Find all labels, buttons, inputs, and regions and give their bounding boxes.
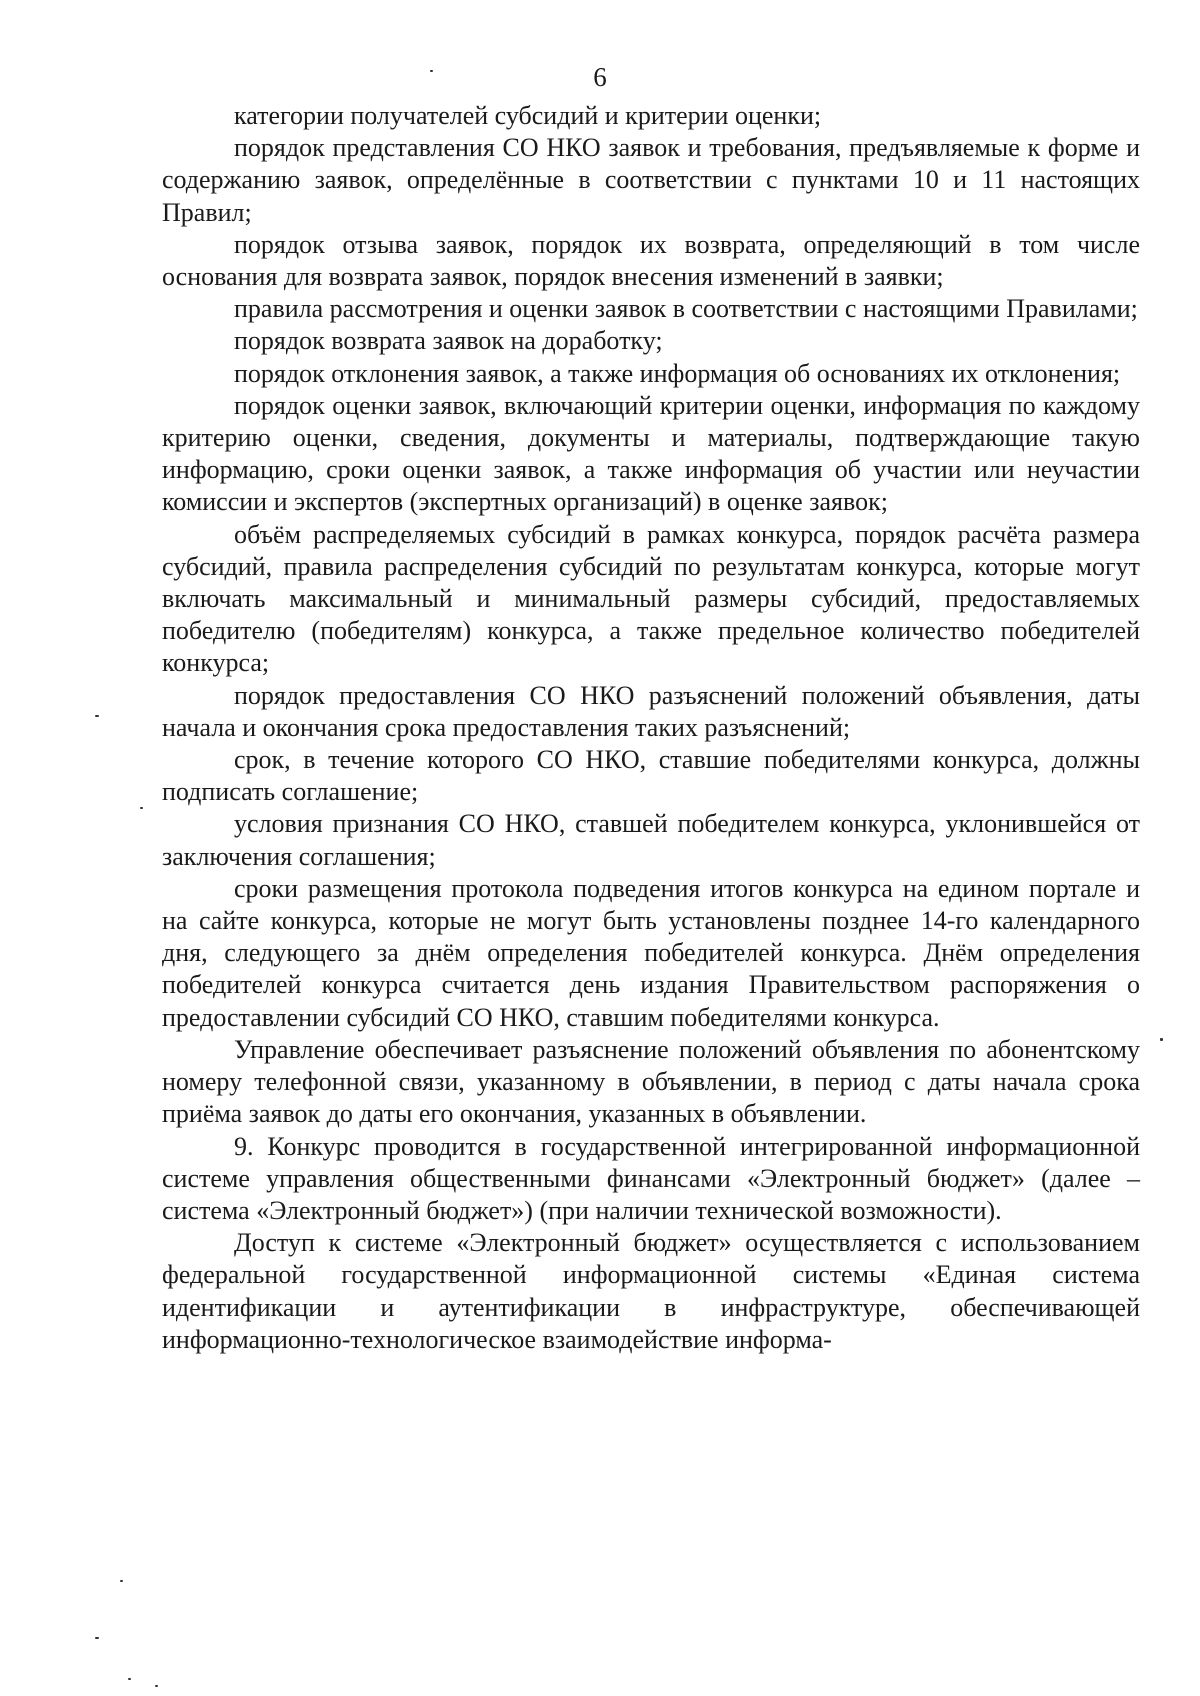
paragraph: условия признания СО НКО, ставшей победителем конкурса, уклонившейся от заключения соглашения;	[162, 809, 1140, 871]
document-body	[162, 100, 1140, 1356]
paragraph: 9. Конкурс проводится в государственной интегрированной информационной системе управления общественными финансами «Электронный бюджет» (далее – система «Электронный бюджет») (при наличии технической возможности).	[162, 1131, 1140, 1225]
scan-speck	[1160, 1038, 1163, 1041]
paragraph: срок, в течение которого СО НКО, ставшие победителями конкурса, должны подписать соглашение;	[162, 745, 1140, 807]
page-number: 6	[593, 62, 607, 92]
paragraph: порядок предоставления СО НКО разъяснений положений объявления, даты начала и окончания срока предоставления таких разъяснений;	[162, 680, 1140, 742]
paragraph: Управление обеспечивает разъяснение положений объявления по абонентскому номеру телефонной связи, указанному в объявлении, в период с даты начала срока приёма заявок до даты его окончания, указанных в объявлении.	[162, 1034, 1140, 1129]
scan-speck	[120, 1580, 123, 1582]
paragraph: категории получателей субсидий и критерии оценки;	[234, 101, 822, 130]
paragraph: объём распределяемых субсидий в рамках конкурса, порядок расчёта размера субсидий, правила распределения субсидий по результатам конкурса, которые могут включать максимальный и минимальный размеры субсидий, предоставляемых победителю (победителям) конкурса, а также предельное количество победителей конкурса;	[162, 519, 1140, 678]
scan-speck	[128, 1678, 131, 1680]
paragraph: порядок отзыва заявок, порядок их возврата, определяющий в том числе основания для возврата заявок, порядок внесения изменений в заявки;	[162, 229, 1140, 292]
paragraph: порядок возврата заявок на доработку;	[234, 326, 663, 356]
paragraph: правила рассмотрения и оценки заявок в соответствии с настоящими Правилами;	[234, 294, 1138, 324]
scan-speck	[140, 807, 143, 809]
paragraph: сроки размещения протокола подведения итогов конкурса на едином портале и на сайте конкурса, которые не могут быть установлены позднее 14-го календарного дня, следующего за днём определения победителей конкурса. Днём определения победителей конкурса считается день издания Правительством распоряжения о предоставлении субсидий СО НКО, ставшим победителями конкурса.	[162, 873, 1140, 1032]
scan-speck	[95, 715, 99, 717]
paragraph: порядок отклонения заявок, а также информация об основаниях их отклонения;	[234, 358, 1121, 388]
scan-speck	[430, 70, 433, 72]
paragraph: Доступ к системе «Электронный бюджет» осуществляется с использованием федеральной государственной информационной системы «Единая система идентификации и аутентификации в инфраструктуре, обеспечивающей информационно-технологическое взаимодействие информа-	[162, 1228, 1140, 1354]
scan-speck	[95, 1637, 99, 1639]
scan-speck	[155, 1685, 158, 1687]
paragraph: порядок представления СО НКО заявок и требования, предъявляемые к форме и содержанию заявок, определённые в соответствии с пунктами 10 и 11 настоящих Правил;	[162, 133, 1140, 227]
paragraph: порядок оценки заявок, включающий критерии оценки, информация по каждому критерию оценки, сведения, документы и материалы, подтверждающие такую информацию, сроки оценки заявок, а также информация об участии или неучастии комиссии и экспертов (экспертных организаций) в оценке заявок;	[162, 390, 1140, 517]
